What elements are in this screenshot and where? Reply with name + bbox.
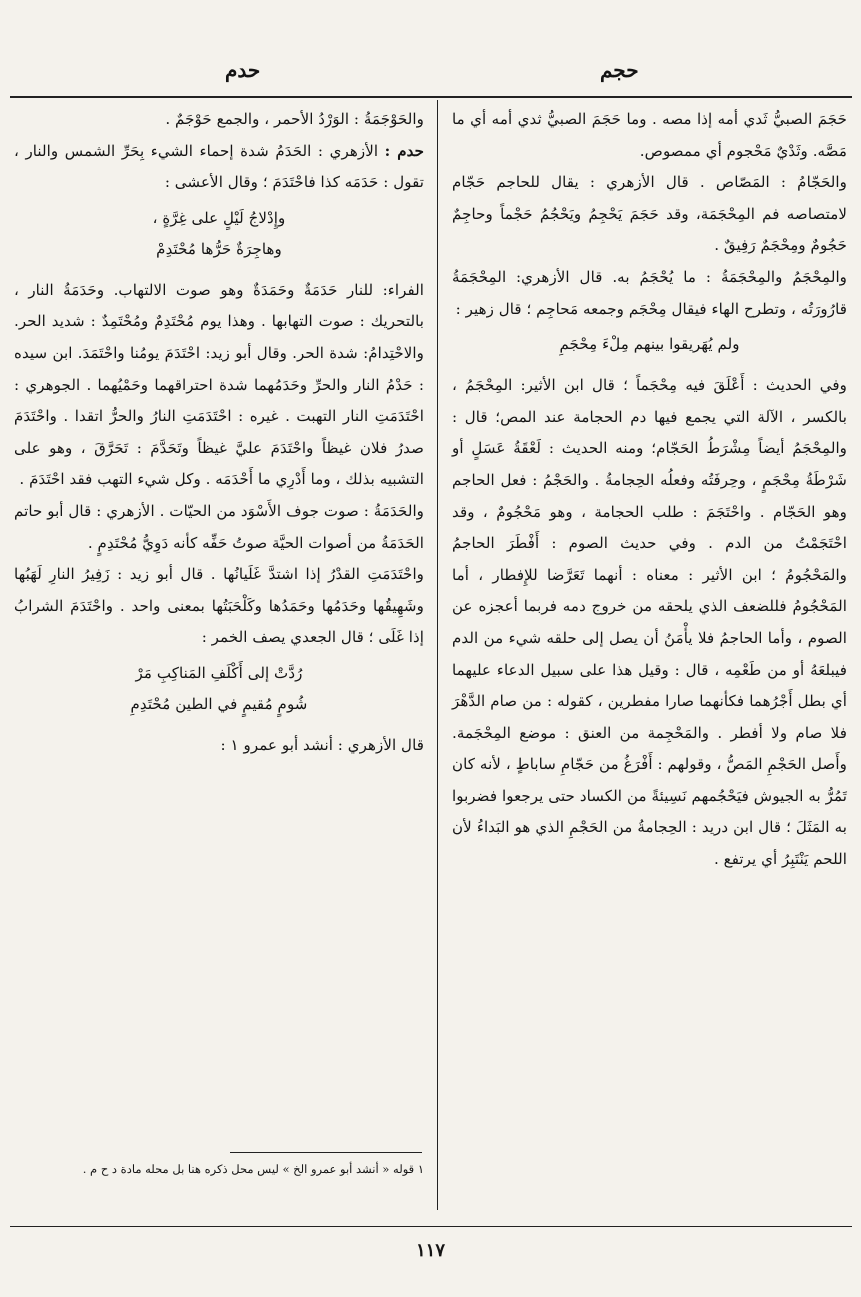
verse xyxy=(14,658,424,720)
verse-line: شُومٍ مُقيمٍ في الطين مُحْتَدِمِ xyxy=(130,694,308,713)
verse-line: رُدَّتْ إلى أَكْلَفِ المَناكِبِ مَرْ xyxy=(135,663,303,682)
verse xyxy=(14,203,424,265)
paragraph: واحْتَدَمَتِ القدْرُ إذا اشتدَّ غَلَيانُها . قال أبو زيد : زَفِيرُ النارِ لَهَبُها وشَهِيقُها وحَدَمُها وحَمَدُها وكَلْحَبَتُها بمعنى واحد . واحْتَدَمَ الشرابُ إذا غَلَى ؛ قال الجعدي يصف الخمر : xyxy=(14,565,424,647)
verse-line: ولم يُهَريقوا بينهم مِلْءَ مِحْجَمِ xyxy=(559,335,740,354)
paragraph: والحَدَمَةُ : صوت جوف الأَسْوَد من الحيّات . الأزهري : قال أبو حاتم الحَدَمَةُ من أصوات الحيَّة صوتُ حَفِّه كأنه دَوِيُّ مُحْتَدِمٍ . xyxy=(14,501,424,552)
paragraph: الفراء: للنار حَدَمَةٌ وحَمَدَةٌ وهو صوت الالتهاب. وحَدَمَةُ النار ، بالتحريك : صوت التهابها . وهذا يوم مُحْتَدِمٌ ومُحْتَمِدٌ : شديد الحر. والاحْتِدامُ: شدة الحر. وقال أبو زيد: احْتَدَمَ يومُنا واحْتَمَدَ. ابن سيده : حَدْمُ النار والحرِّ وحَدَمُهما شدة احتراقهما وحَمْيُهما . الجوهري : احْتَدَمَتِ النار التهبت . غيره : احْتَدَمَتِ النارُ والحرُّ اتقدا . واحْتَدَمَ صدرُ فلان غيظاً واحْتَدَمَ عليَّ غيظاً وتَحَدَّمَ : تَحَرَّقَ ، وهو على التشبيه بذلك ، وما أَدْرِي ما أَحْدَمَه . وكل شيء التهب فقد احْتَدَمَ . xyxy=(14,280,424,489)
paragraph: والمِحْجَمُ والمِحْجَمَةُ : ما يُحْجَمُ به. قال الأزهري: المِحْجَمَةُ قارُورَتُه ، وتطرح الهاء فيقال مِحْجَم وجمعه مَحاجِم ؛ قال زهير : xyxy=(452,267,847,318)
paragraph: والحَجّامُ : المَصّاص . قال الأزهري : يقال للحاجم حَجّام لامتصاصه فم المِحْجَمَة، وقد حَجَمَ يَحْجِمُ ويَحْجُمُ حَجْماً وحاجِمٌ حَجُومٌ ومِحْجَمٌ رَفِيقٌ . xyxy=(452,173,847,255)
paragraph: حَجَمَ الصبيُّ ثَدي أمه إذا مصه . وما حَجَمَ الصبيُّ ثدي أمه أي ما مَصَّه. وثَدْيٌ مَحْجوم أي ممصوص. xyxy=(452,110,847,160)
verse-line: وإِدْلاجُ لَيْلٍ على غِرَّةٍ ، xyxy=(152,208,286,227)
left-column xyxy=(14,104,424,762)
footnote: ١ قوله « أنشد أبو عمرو الخ » ليس محل ذكره هنا بل محله مادة د ح م . xyxy=(82,1162,424,1176)
verse-line: وهاجِرَةٌ حَرُّها مُحْتَدِمْ xyxy=(156,239,282,258)
paragraph: قال الأزهري : أنشد أبو عمرو ١ : xyxy=(220,735,424,754)
running-header-right: حجم xyxy=(600,58,639,82)
paragraph: والحَوْجَمَةُ : الوَرْدُ الأحمر ، والجمع حَوْجَمٌ . xyxy=(165,110,424,128)
paragraph: وفي الحديث : أَعْلَقَ فيه مِحْجَماً ؛ قال ابن الأثير: المِحْجَمُ ، بالكسر ، الآلة التي يجمع فيها دم الحجامة عند المص؛ قال : والمِحْجَمُ أيضاً مِشْرَطُ الحَجّام؛ ومنه الحديث : لَعْقَةُ عَسَلٍ أو شَرْطَةُ مِحْجَمٍ ، وحِرفَتُه وفعلُه الحِجامةُ . والحَجْمُ : فعل الحاجم وهو الحَجّام . واحْتَجَمَ : طلب الحجامة ، وهو مَحْجُومٌ ، وقد احْتَجَمْتُ من الدم . وفي حديث الصوم : أَفْطَرَ الحاجمُ والمَحْجُومُ ؛ ابن الأثير : معناه : أنهما تَعَرَّضا للإِفطار ، أما المَحْجُومُ فللضعف الذي يلحقه من خروج دمه فربما أعجزه عن الصوم ، وأما الحاجمُ فلا يأْمَنُ أن يصل إلى حلقه شيء من الدم فيبلعَهُ أو من طَعْمِه ، قال : وقيل هذا على سبيل الدعاء عليهما أي بطل أَجْرُهما فكأنهما صارا مفطرين ، كقوله : من صام الدَّهْرَ فلا صام ولا أفطر . والمَحْجِمة من العنق : موضع المِحْجَمة. وأَصل الحَجْمِ المَصُّ ، وقولهم : أَفْرَغُ من حَجّامِ ساباطٍ ، لأنه كان تَمُرُّ به الجيوش فيَحْجُمهم نَسِيئةً من الكساد حتى يرجعوا فضربوا به المَثَلَ ؛ قال ابن دريد : الحِجامةُ من الحَجْمِ الذي هو البَداءُ لأن اللحم يَنْتَبِرُ أي يرتفع . xyxy=(452,376,847,869)
verse xyxy=(452,329,847,360)
running-header-left: حدم xyxy=(225,58,261,82)
top-rule xyxy=(10,96,852,98)
bottom-rule xyxy=(10,1226,852,1227)
page-number: ١١٧ xyxy=(415,1240,445,1261)
right-column xyxy=(452,104,847,876)
entry-headword: حدم : xyxy=(384,141,424,160)
paragraph xyxy=(14,136,424,199)
entry-text: الأزهري : الحَدَمُ شدة إحماء الشيء بِحَرِّ الشمس والنار ، تقول : حَدَمَه كذا فاحْتَدَمَ ؛ وقال الأعشى : xyxy=(14,141,424,192)
column-divider xyxy=(437,100,438,1210)
footnote-rule xyxy=(230,1152,422,1153)
